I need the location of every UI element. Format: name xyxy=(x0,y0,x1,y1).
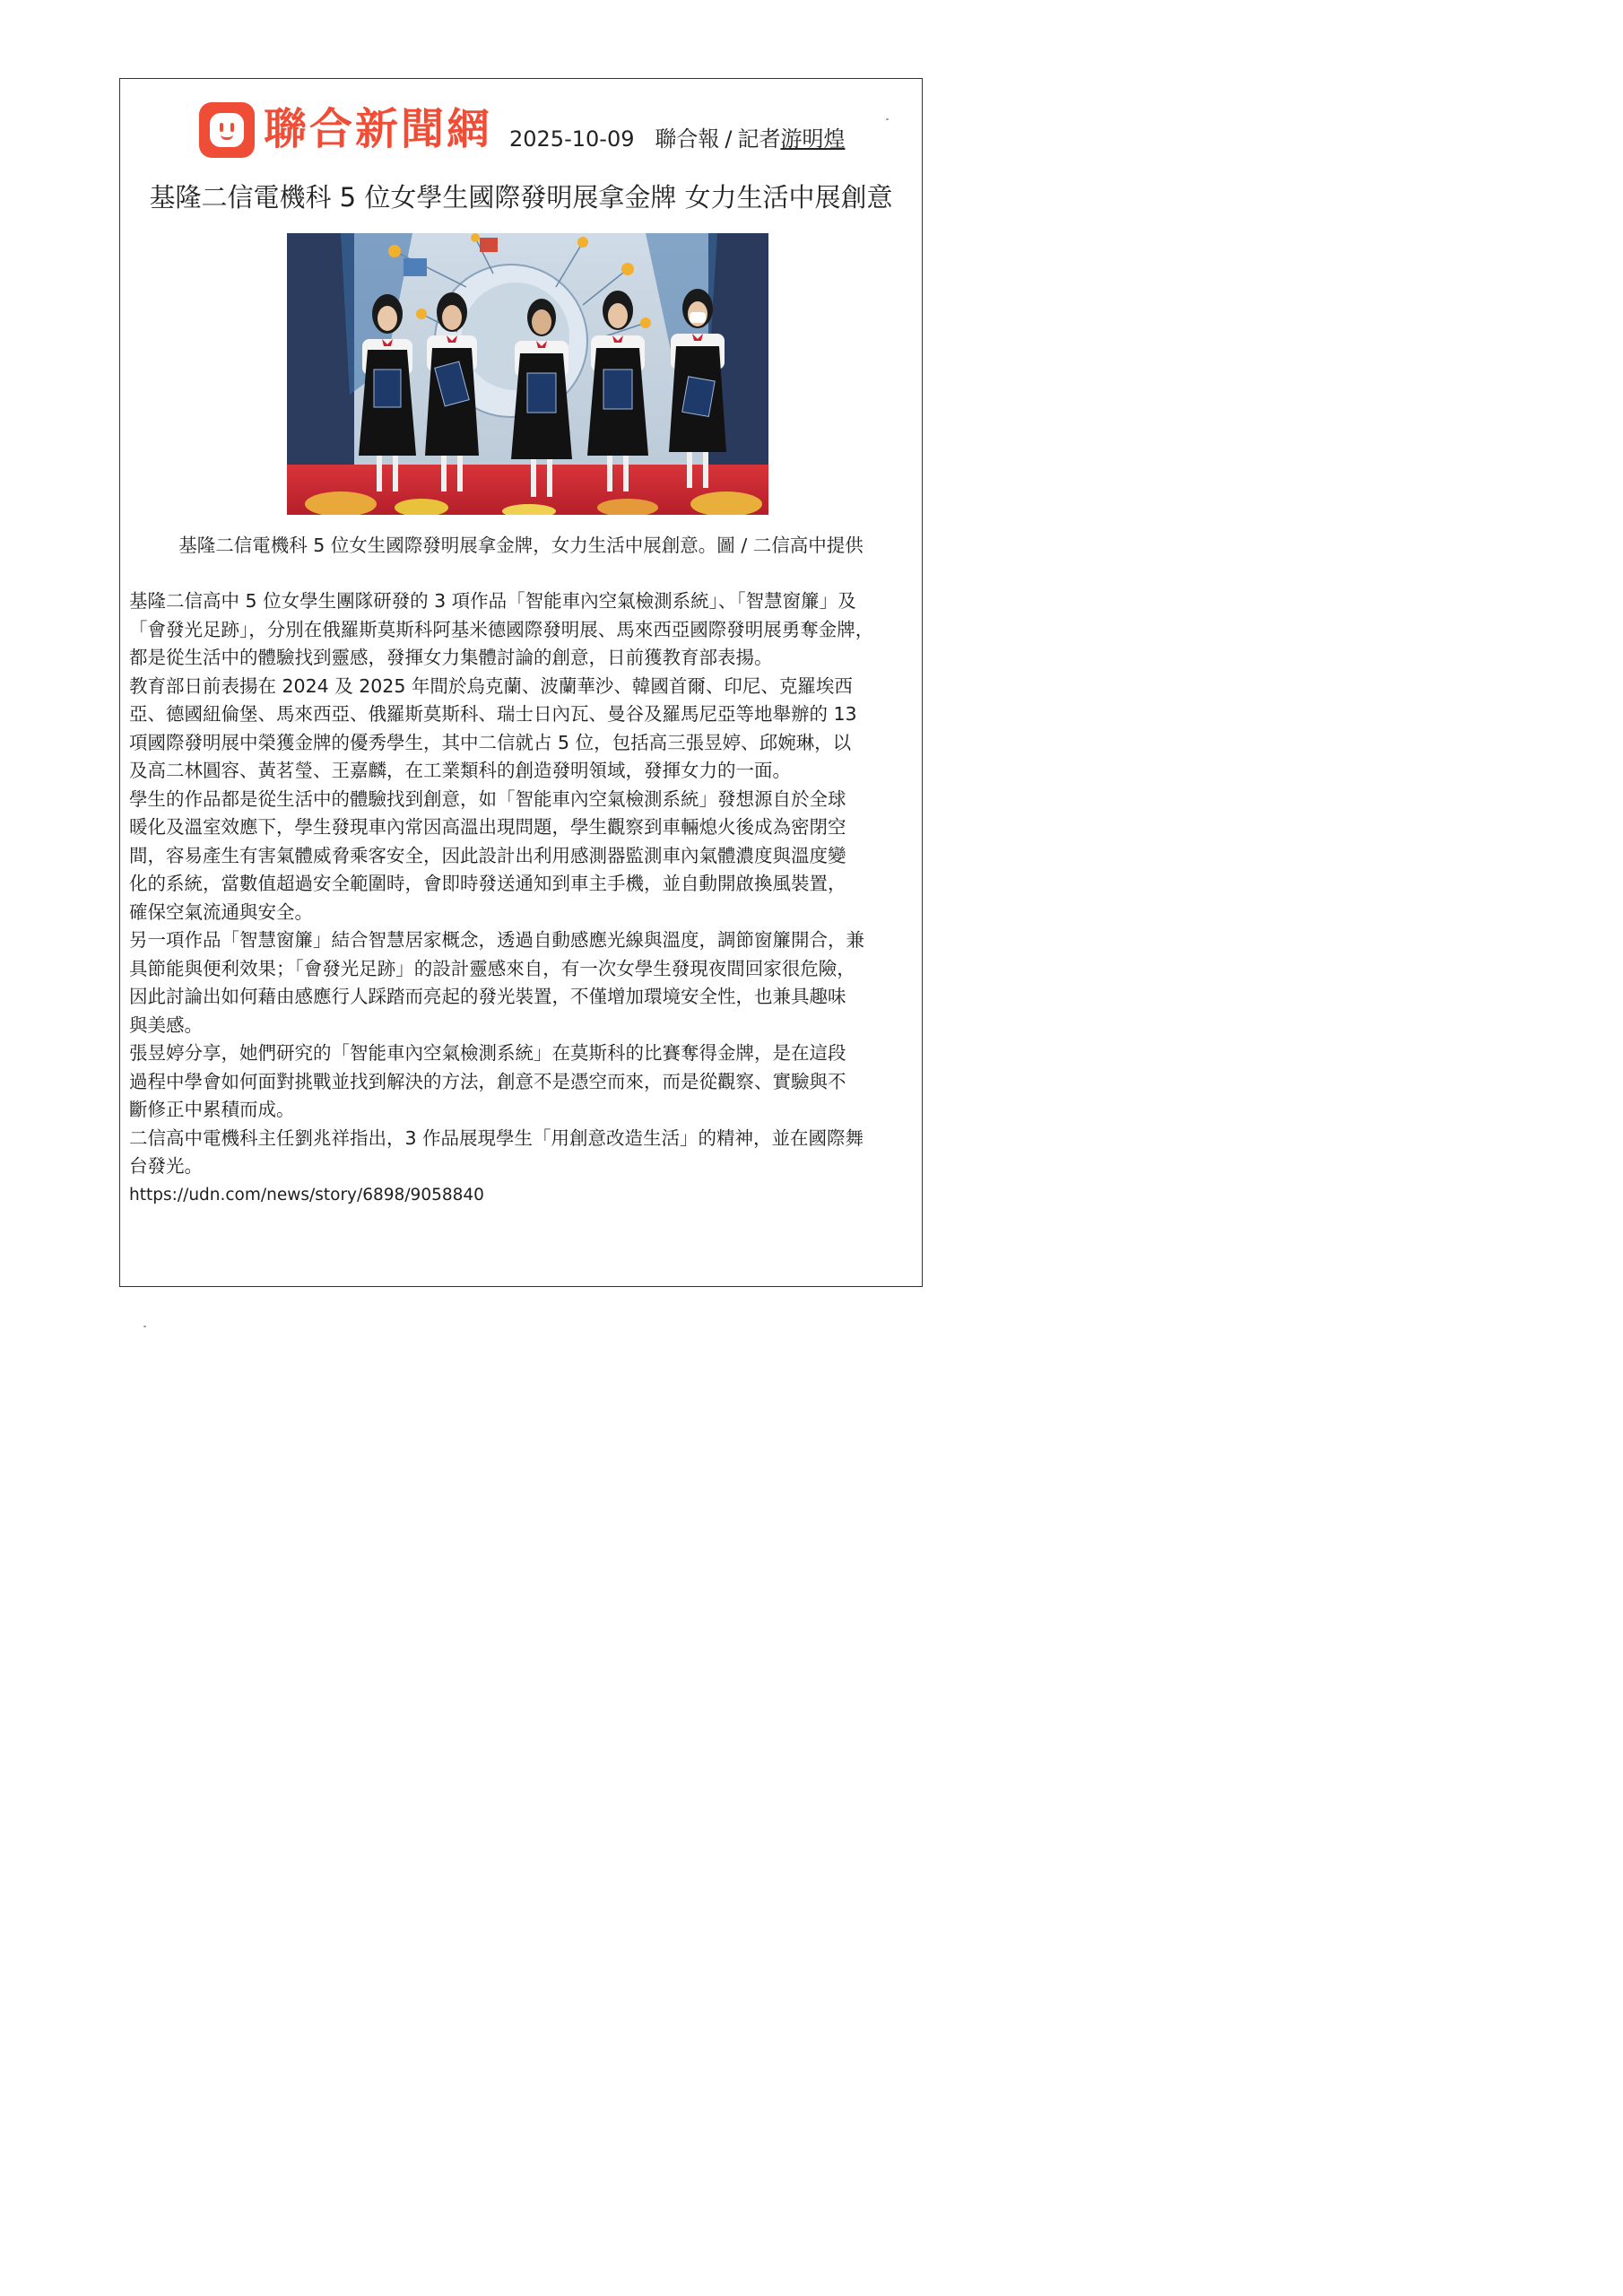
body-line: 因此討論出如何藉由感應行人踩踏而亮起的發光裝置，不僅增加環境安全性，也兼具趣味 xyxy=(129,986,846,1007)
body-line: 項國際發明展中榮獲金牌的優秀學生，其中二信就占 5 位，包括高三張昱婷、邱婉琳，以 xyxy=(129,731,852,753)
body-line: 學生的作品都是從生活中的體驗找到創意，如「智能車內空氣檢測系統」發想源自於全球 xyxy=(129,787,846,810)
body-line: 及高二林圓容、黃茗瑩、王嘉麟，在工業類科的創造發明領域，發揮女力的一面。 xyxy=(129,760,791,781)
body-line: 亞、德國紐倫堡、馬來西亞、俄羅斯莫斯科、瑞士日內瓦、曼谷及羅馬尼亞等地舉辦的 13 xyxy=(129,703,857,725)
body-line: 「會發光足跡」，分別在俄羅斯莫斯科阿基米德國際發明展、馬來西亞國際發明展勇奪金牌， xyxy=(129,618,874,640)
body-line: 間，容易產生有害氣體威脅乘客安全，因此設計出利用感測器監測車內氣體濃度與溫度變 xyxy=(129,844,846,866)
article-headline: 基隆二信電機科 5 位女學生國際發明展拿金牌 女力生活中展創意 xyxy=(149,182,893,213)
article-body xyxy=(129,587,918,1209)
scan-speck xyxy=(143,1326,146,1327)
reporter-prefix: 記者 xyxy=(737,126,781,152)
udn-logo-icon xyxy=(199,102,255,158)
body-line: 都是從生活中的體驗找到靈感，發揮女力集體討論的創意，日前獲教育部表揚。 xyxy=(129,647,773,668)
reporter-name: 游明煌 xyxy=(780,126,846,152)
byline: 2025-10-09 聯合報 / 記者游明煌 xyxy=(509,126,846,152)
body-line: 過程中學會如何面對挑戰並找到解決的方法，創意不是憑空而來，而是從觀察、實驗與不 xyxy=(129,1070,846,1092)
body-line: 二信高中電機科主任劉兆祥指出，3 作品展現學生「用創意改造生活」的精神，並在國際舞 xyxy=(129,1126,864,1149)
body-line: 確保空氣流通與安全。 xyxy=(129,900,313,923)
body-line: 張昱婷分享，她們研究的「智能車內空氣檢測系統」在莫斯科的比賽奪得金牌，是在這段 xyxy=(129,1042,846,1064)
photo-caption: 基隆二信電機科 5 位女生國際發明展拿金牌，女力生活中展創意。圖 / 二信高中提供 xyxy=(178,535,864,556)
body-line: 斷修正中累積而成。 xyxy=(129,1099,295,1120)
body-line: 台發光。 xyxy=(129,1155,203,1177)
publisher: 聯合報 xyxy=(655,126,720,152)
scan-speck xyxy=(886,118,889,120)
article-photo xyxy=(287,233,768,515)
body-line: 另一項作品「智慧窗簾」結合智慧居家概念，透過自動感應光線與溫度，調節窗簾開合，兼 xyxy=(129,929,864,951)
masthead xyxy=(199,100,898,158)
publish-date: 2025-10-09 xyxy=(509,126,635,152)
body-line: 具節能與便利效果；「會發光足跡」的設計靈感來自，有一次女學生發現夜間回家很危險， xyxy=(129,957,855,979)
site-name: 聯合新聞網 xyxy=(264,104,493,154)
body-line: 教育部日前表揚在 2024 及 2025 年間於烏克蘭、波蘭華沙、韓國首爾、印尼、克羅埃西 xyxy=(129,674,853,697)
body-line: 與美感。 xyxy=(129,1013,203,1036)
body-line: 暖化及溫室效應下，學生發現車內常因高溫出現問題，學生觀察到車輛熄火後成為密閉空 xyxy=(129,816,846,838)
article-url[interactable]: https://udn.com/news/story/6898/9058840 xyxy=(129,1185,484,1205)
body-line: 化的系統，當數值超過安全範圍時，會即時發送通知到車主手機，並自動開啟換風裝置， xyxy=(129,873,846,894)
body-line: 基隆二信高中 5 位女學生團隊研發的 3 項作品「智能車內空氣檢測系統」、「智慧窗簾」及 xyxy=(129,590,856,612)
